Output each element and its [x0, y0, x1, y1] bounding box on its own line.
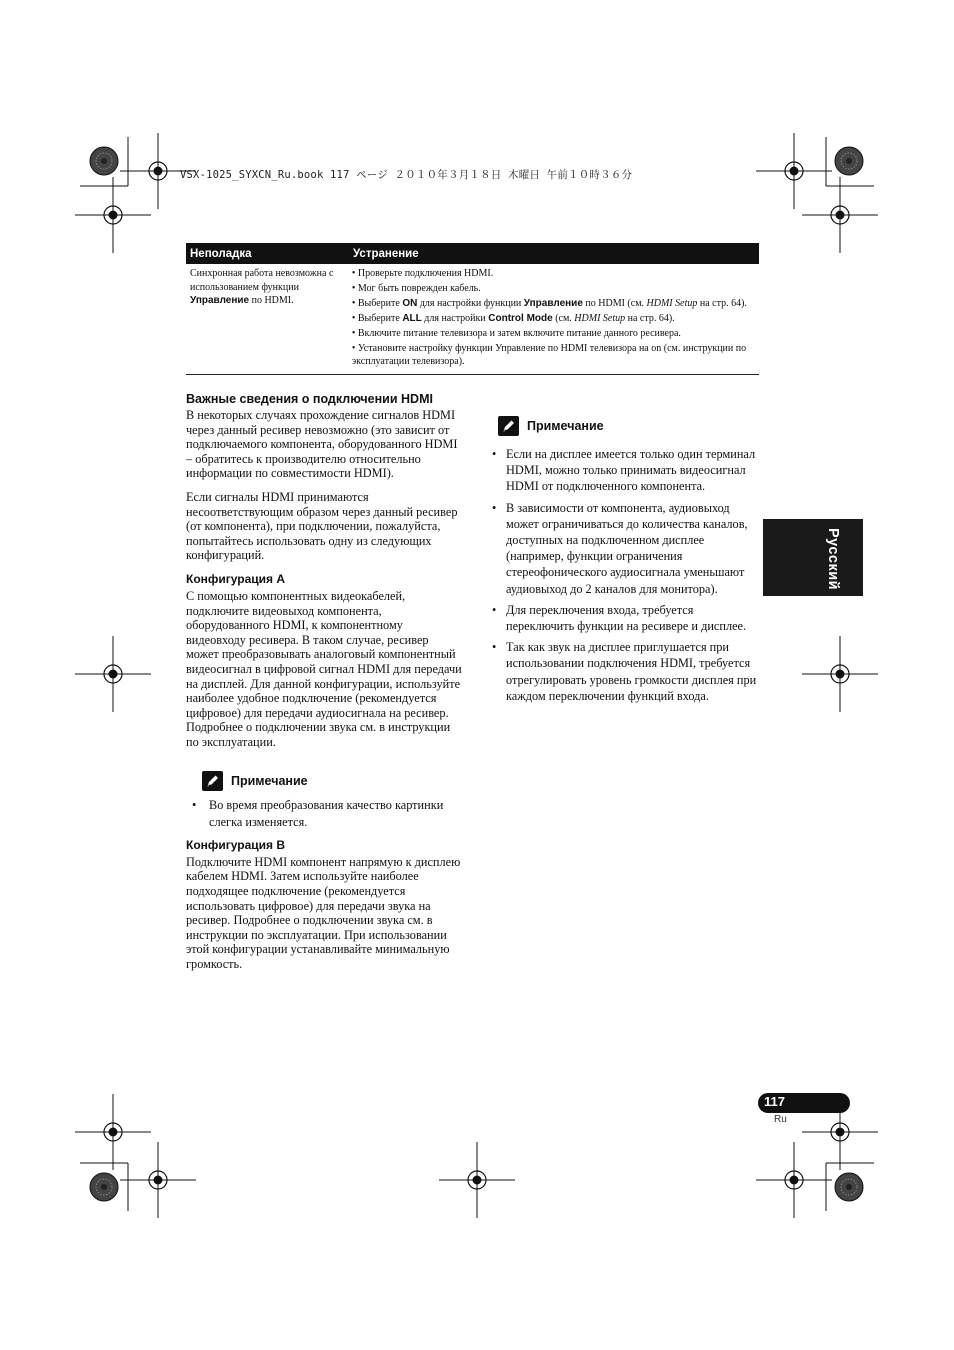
note-heading	[202, 771, 462, 791]
remedy-item	[352, 297, 759, 310]
remedy-bold: ALL	[402, 313, 422, 324]
list-item: • Для переключения входа, требуется переключить функции на ресивере и дисплее.	[486, 602, 758, 634]
right-column	[486, 416, 758, 704]
remedy-bold: Control Mode	[488, 313, 553, 324]
config-b-title: Конфигурация В	[186, 837, 286, 852]
language-tab-label: Русский	[825, 527, 841, 591]
config-a-text: С помощью компонентных видеокабелей, подключите видеовыход компонента, оборудованного HDMI, к компонентному видеовходу ресивера. В таком случае, ресивер может преобразовывать аналоговый компонентный видеосигнал в цифровой сигнал HDMI для передачи на дисплей. Для данной конфигурации, используйте наиболее удобное подключение (рекомендуется цифровое) для передачи аудиосигнала на ресивер. Подробнее о подключении звука см. в инструкции по эксплуатации.	[186, 588, 462, 749]
remedy-text: • Выберите	[351, 313, 403, 324]
remedy-text: на стр. 64).	[625, 313, 675, 324]
page-number-badge	[758, 1093, 850, 1113]
remedy-item: • Включите питание телевизора и затем включите питание данного ресивера.	[351, 328, 681, 339]
remedy-reference: HDMI Setup	[574, 313, 626, 324]
problem-text-end: по HDMI.	[249, 295, 294, 306]
table-header	[186, 243, 759, 264]
list-item: • В зависимости от компонента, аудиовыход может ограничиваться до количества каналов, доступных на подключенном дисплее (например, функции ограничения стереофонического аудиосигнала уменьшают аудиовыход до 2 каналов для монитора).	[486, 500, 758, 597]
remedy-cell	[348, 267, 759, 370]
problem-text: Синхронная работа невозможна с использованием функции	[190, 268, 334, 293]
remedy-item	[352, 312, 759, 325]
problem-bold-term: Управление	[190, 295, 250, 306]
column-header-remedy: Устранение	[353, 247, 419, 260]
remedy-bold: ON	[402, 298, 418, 309]
problem-cell	[186, 267, 348, 370]
list-item: • Так как звук на дисплее приглушается при использовании подключения HDMI, требуется отрегулировать уровень громкости дисплея при каждом переключении функций входа.	[486, 639, 758, 704]
remedy-item: • Установите настройку функции Управление по HDMI телевизора на on (см. инструкции по эксплуатации телевизора).	[351, 343, 747, 367]
remedy-text: (см.	[552, 313, 575, 324]
remedy-text: для настройки функции	[417, 298, 524, 309]
book-header-line: VSX-1025_SYXCN_Ru.book 117 ページ ２０１０年３月１８日 木曜日 午前１０時３６分	[180, 169, 633, 181]
remedy-item: • Мог быть поврежден кабель.	[351, 283, 481, 294]
paragraph: В некоторых случаях прохождение сигналов HDMI через данный ресивер невозможно (это зависит от подключаемого компонента, оборудованного HDMI – обратитесь к производителю относительно информации по совместимости HDMI).	[186, 408, 458, 481]
note-heading	[498, 416, 758, 436]
pencil-icon	[202, 771, 223, 791]
language-side-tab	[763, 519, 863, 596]
remedy-item: • Проверьте подключения HDMI.	[351, 268, 494, 279]
page-language-code: Ru	[774, 1114, 787, 1125]
config-a-title: Конфигурация А	[186, 571, 286, 586]
note-title: Примечание	[231, 774, 308, 789]
section-title: Важные сведения о подключении HDMI	[186, 392, 433, 406]
remedy-reference: HDMI Setup	[646, 298, 698, 309]
list-item: • Если на дисплее имеется только один терминал HDMI, можно только принимать видеосигнал HDMI от подключенного компонента.	[486, 446, 758, 495]
table-row	[186, 264, 759, 375]
config-b-text: Подключите HDMI компонент напрямую к дисплею кабелем HDMI. Затем используйте наиболее подходящее подключение (рекомендуется использовать цифровое) для передачи звука на ресивер. Подробнее о подключении звука см. в инструкции по эксплуатации. При использовании этой конфигурации устанавливайте минимальную громкость.	[186, 854, 461, 972]
pencil-icon	[498, 416, 519, 436]
troubleshooting-table	[186, 243, 759, 375]
note-list	[186, 797, 462, 829]
paragraph: Если сигналы HDMI принимаются несоответствующим образом через данный ресивер (от компонента), при подключении, пожалуйста, попытайтесь использовать одну из следующих конфигураций.	[186, 489, 458, 563]
remedy-bold: Управление	[523, 298, 583, 309]
note-title: Примечание	[527, 419, 604, 433]
page-number: 117	[764, 1094, 785, 1109]
column-header-problem: Неполадка	[190, 247, 252, 260]
remedy-text: • Выберите	[351, 298, 403, 309]
left-column	[186, 392, 462, 981]
list-item: • Во время преобразования качество картинки слегка изменяется.	[186, 797, 462, 829]
note-list	[486, 446, 758, 704]
remedy-text: для настройки	[421, 313, 489, 324]
remedy-text: на стр. 64).	[697, 298, 747, 309]
remedy-text: по HDMI (см.	[582, 298, 647, 309]
